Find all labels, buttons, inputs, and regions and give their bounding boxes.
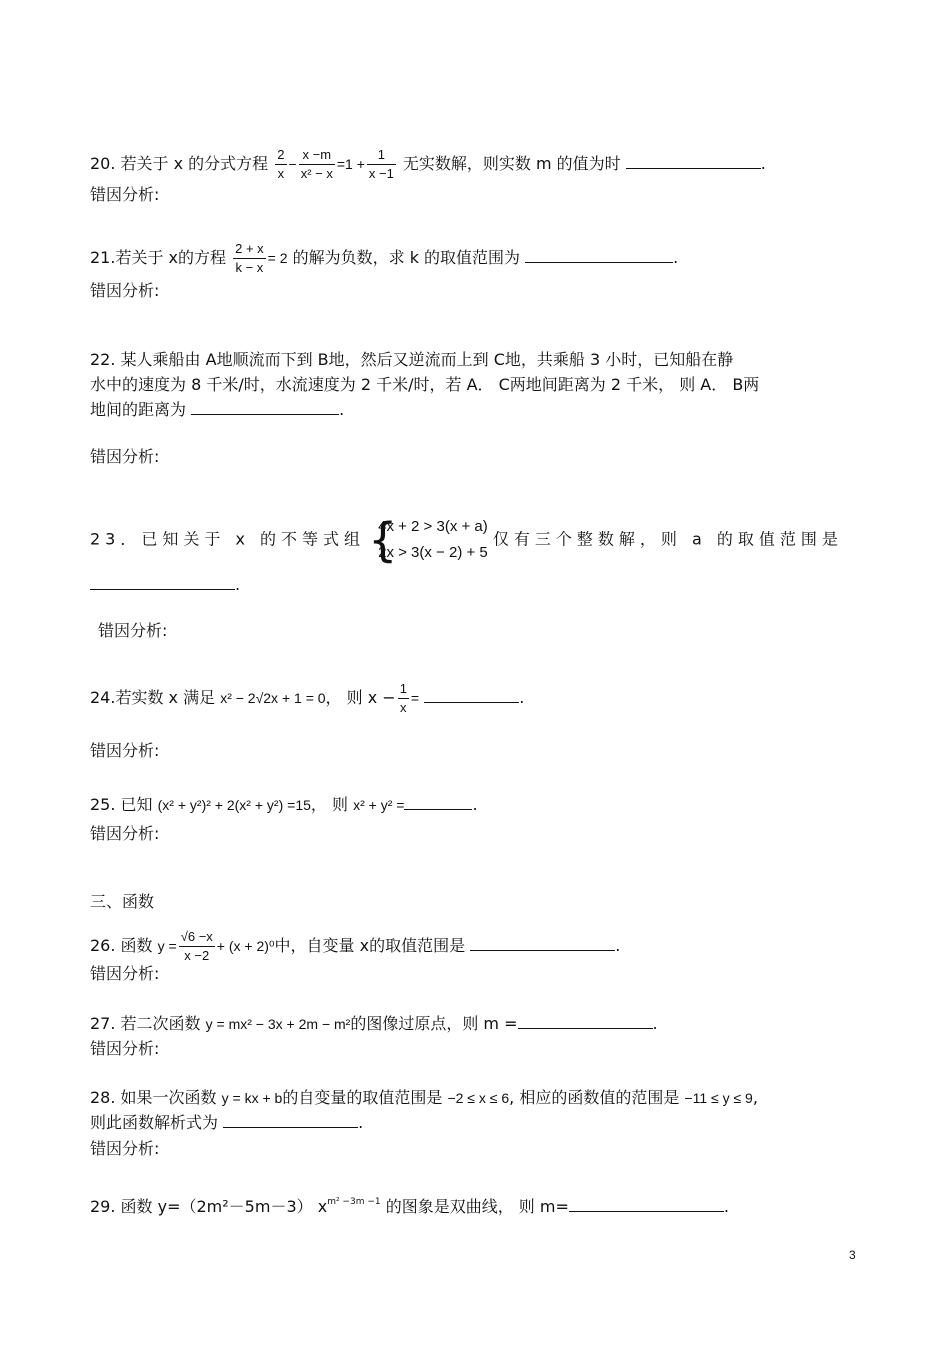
q25-answer-blank[interactable] xyxy=(404,795,472,810)
q22-error-analysis: 错因分析: xyxy=(90,447,160,466)
question-20: 20. 若关于 x 的分式方程 $\frac{2}{x}$ − $\frac{x -m}{\text{x² − x}}$ =1 + $\frac{1}{x -1}$ 无实数解，则实数 m 的值为时 . xyxy=(90,147,766,181)
q26-answer-blank[interactable] xyxy=(470,936,615,951)
question-28-line-2: 则此函数解析式为 . xyxy=(90,1113,364,1132)
question-29: 29. 函数 y=（2m²－5m－3） $x^{m^2 -3m -1}$ 的图象是双曲线， 则 m= . xyxy=(90,1197,729,1216)
q26-suffix: 中，自变量 x的取值范围是 xyxy=(274,936,466,955)
q21-error-analysis: 错因分析: xyxy=(90,281,160,300)
q27-suffix: 的图像过原点，则 m = xyxy=(350,1014,518,1033)
question-22-line-3: 地间的距离为 . xyxy=(90,400,345,419)
q27-equation: y = mx² − 3x + 2m − m² xyxy=(205,1016,351,1032)
q26-error-analysis: 错因分析: xyxy=(90,964,160,983)
q29-prefix: 29. 函数 y=（2m²－5m－3） x xyxy=(90,1197,328,1216)
q24-answer-blank[interactable] xyxy=(424,688,519,703)
q20-fraction-3: $\frac{1}{x -1}$ xyxy=(368,147,394,181)
question-28: 28. 如果一次函数 y = kx + b的自变量的取值范围是 −2 ≤ x ≤ 6, 相应的函数值的范围是 −11 ≤ y ≤ 9, xyxy=(90,1088,758,1107)
q20-suffix: 无实数解，则实数 m 的值为时 xyxy=(402,154,621,173)
question-27: 27. 若二次函数 y = mx² − 3x + 2m − m²的图像过原点，则 m = . xyxy=(90,1014,658,1033)
q27-error-analysis: 错因分析: xyxy=(90,1039,160,1058)
q20-fraction-1: $\frac{2}{x}$ xyxy=(277,147,285,181)
question-22-line-2: 水中的速度为 8 千米/时，水流速度为 2 千米/时，若 A． C两地间距离为 2 千米， 则 A． B两 xyxy=(90,375,760,394)
q24-prefix: 24.若实数 x 满足 xyxy=(90,688,216,707)
q20-error-analysis: 错因分析: xyxy=(90,185,160,204)
question-25: 25. 已知 (x² + y²)² + 2(x² + y²) =15， 则 x² + y² = . xyxy=(90,795,478,814)
q28-error-analysis: 错因分析: xyxy=(90,1139,160,1158)
q20-fraction-2: $\frac{x -m}{\text{x² − x}}$ xyxy=(300,147,333,181)
q24-equation: x² − 2√2x + 1 = 0 xyxy=(220,690,326,706)
q28-prefix: 28. 如果一次函数 xyxy=(90,1088,217,1107)
q28-answer-blank[interactable] xyxy=(223,1113,358,1128)
q20-prefix: 20. 若关于 x 的分式方程 xyxy=(90,154,269,173)
page-number: 3 xyxy=(849,1248,856,1262)
q21-answer-blank[interactable] xyxy=(525,248,673,263)
q25-equation: (x² + y²)² + 2(x² + y²) =15 xyxy=(157,797,311,813)
q22-answer-blank[interactable] xyxy=(191,400,339,415)
question-23 xyxy=(90,514,843,566)
q21-prefix: 21.若关于 x的方程 xyxy=(90,248,227,267)
q26-prefix: 26. 函数 xyxy=(90,936,153,955)
q29-suffix: 的图象是双曲线， 则 m= xyxy=(385,1197,569,1216)
q27-answer-blank[interactable] xyxy=(518,1014,653,1029)
q25-error-analysis: 错因分析: xyxy=(90,824,160,843)
q23-suffix: 仅有三个整数解，则 a 的取值范围是 xyxy=(492,529,843,549)
q23-answer-line: . xyxy=(90,574,240,596)
q23-error-analysis: 错因分析: xyxy=(98,621,168,640)
q20-answer-blank[interactable] xyxy=(626,154,761,169)
question-22-line-1: 22. 某人乘船由 A地顺流而下到 B地，然后又逆流而上到 C地，共乘船 3 小时，已知船在静 xyxy=(90,350,734,369)
q24-fraction: $\frac{1}{x}$ xyxy=(399,681,407,715)
q23-answer-blank[interactable] xyxy=(90,575,235,590)
question-24: 24.若实数 x 满足 x² − 2√2x + 1 = 0， 则 x − $\frac{1}{x}$ = . xyxy=(90,681,525,715)
q24-error-analysis: 错因分析: xyxy=(90,741,160,760)
q25-prefix: 25. 已知 xyxy=(90,795,153,814)
q29-answer-blank[interactable] xyxy=(569,1197,724,1212)
section-heading-functions: 三、函数 xyxy=(90,892,155,911)
question-26: 26. 函数 y = $\frac{√6 -x}{x -2}$ + (x + 2)⁰中，自变量 x的取值范围是 . xyxy=(90,929,621,963)
q27-prefix: 27. 若二次函数 xyxy=(90,1014,201,1033)
q21-suffix: 的解为负数，求 k 的取值范围为 xyxy=(292,248,521,267)
q23-prefix: 23．已知关于 x 的不等式组 xyxy=(90,529,366,549)
left-brace-icon: { xyxy=(368,513,398,567)
q29-exponent: m² −3m −1 xyxy=(327,1197,381,1207)
q23-inequality-system: { 4x + 2 > 3(x + a) 2x > 3(x − 2) + 5 xyxy=(368,513,488,567)
q26-fraction: $\frac{√6 -x}{x -2}$ xyxy=(180,929,213,963)
q21-fraction: $\frac{2 + x}{k - x}$ xyxy=(235,241,264,275)
question-21: 21.若关于 x的方程 $\frac{2 + x}{k - x}$ = 2 的解为负数，求 k 的取值范围为 . xyxy=(90,241,679,275)
